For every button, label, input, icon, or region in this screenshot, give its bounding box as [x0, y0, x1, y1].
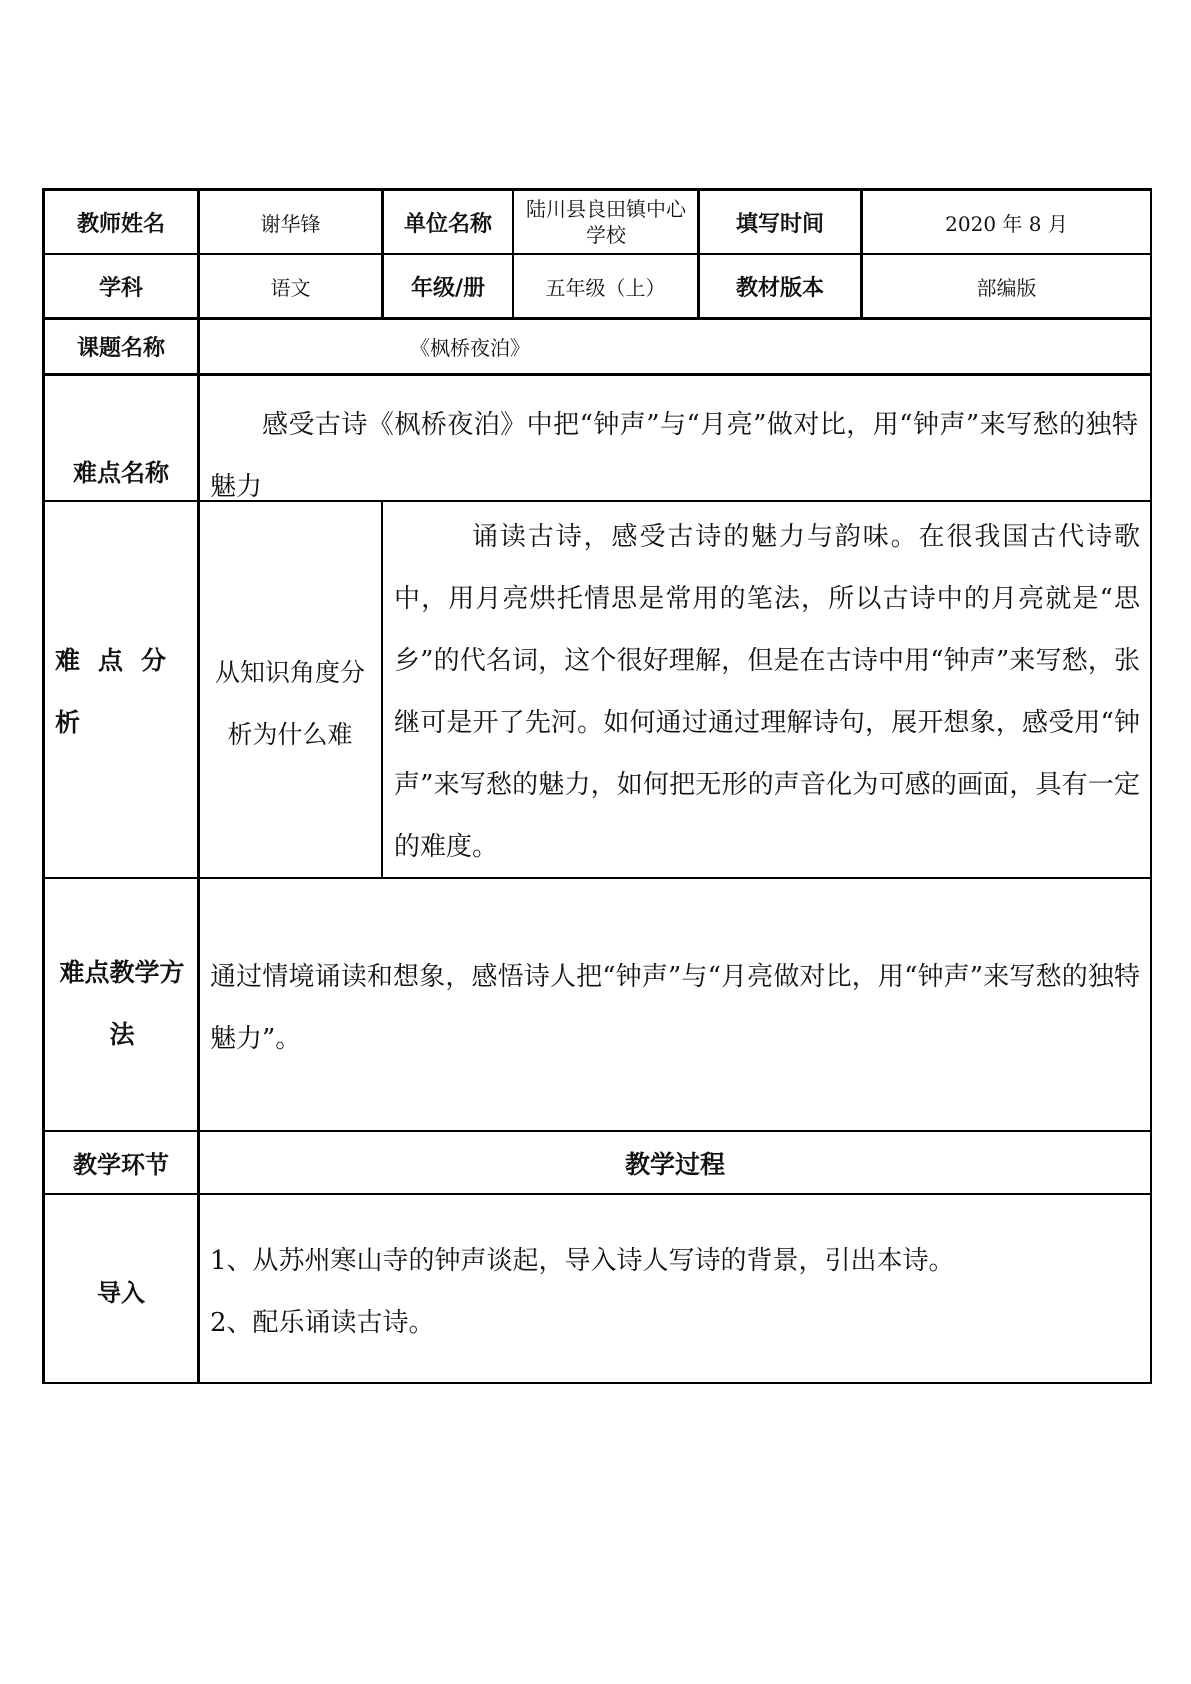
table-border-bottom	[42, 1382, 1152, 1384]
difficulty-analysis-sublabel: 从知识角度分析为什么难	[215, 658, 366, 749]
time-value: 2020 年 8 月	[945, 211, 1068, 236]
col-line-label	[197, 188, 200, 1384]
topic-value: 《枫桥夜泊》	[410, 336, 530, 360]
difficulty-analysis-label-text: 难点分析	[55, 646, 185, 737]
teacher-label: 教师姓名	[76, 211, 165, 237]
row-line-2	[42, 317, 1152, 320]
edition-value: 部编版	[976, 275, 1037, 300]
process-header: 教学过程	[624, 1149, 725, 1179]
stage-header: 教学环节	[73, 1151, 169, 1179]
table-border-right	[1150, 188, 1152, 1384]
difficulty-name-label: 难点名称	[73, 458, 169, 487]
row-line-7	[42, 1193, 1152, 1195]
unit-label: 单位名称	[403, 211, 492, 237]
difficulty-method-text: 通过情境诵读和想象，感悟诗人把“钟声”与“月亮做对比，用“钟声”来写愁的独特魅力”。	[210, 962, 1140, 1054]
intro-item-2: 2、配乐诵读古诗。	[210, 1308, 435, 1338]
subject-value: 语文	[270, 275, 311, 300]
topic-label: 课题名称	[76, 336, 165, 361]
grade-value: 五年级（上）	[545, 275, 666, 300]
col-line-analysis	[381, 500, 383, 878]
difficulty-analysis-label	[45, 630, 197, 754]
unit-value: 陆川县良田镇中心学校	[526, 197, 686, 247]
difficulty-name-text: 感受古诗《枫桥夜泊》中把“钟声”与“月亮”做对比，用“钟声”来写愁的独特魅力	[210, 410, 1138, 502]
time-label: 填写时间	[735, 211, 824, 237]
row-line-3	[42, 373, 1152, 376]
difficulty-analysis-text: 诵读古诗，感受古诗的魅力与韵味。在很我国古代诗歌中，用月亮烘托情思是常用的笔法，所以古诗中的月亮就是“思乡”的代名词，这个很好理解，但是在古诗中用“钟声”来写愁，张继可是开了先河。如何通过通过理解诗句，展开想象，感受用“钟声”来写愁的魅力，如何把无形的声音化为可感的画面，具有一定的难度。	[394, 522, 1140, 862]
edition-label: 教材版本	[735, 275, 824, 301]
subject-label: 学科	[98, 275, 143, 301]
intro-label: 导入	[97, 1278, 145, 1307]
grade-label: 年级/册	[410, 275, 486, 301]
intro-item-1: 1、从苏州寒山寺的钟声谈起，导入诗人写诗的背景，引出本诗。	[210, 1246, 955, 1276]
difficulty-method-label: 难点教学方法	[59, 958, 185, 1049]
teacher-value: 谢华锋	[260, 211, 321, 236]
